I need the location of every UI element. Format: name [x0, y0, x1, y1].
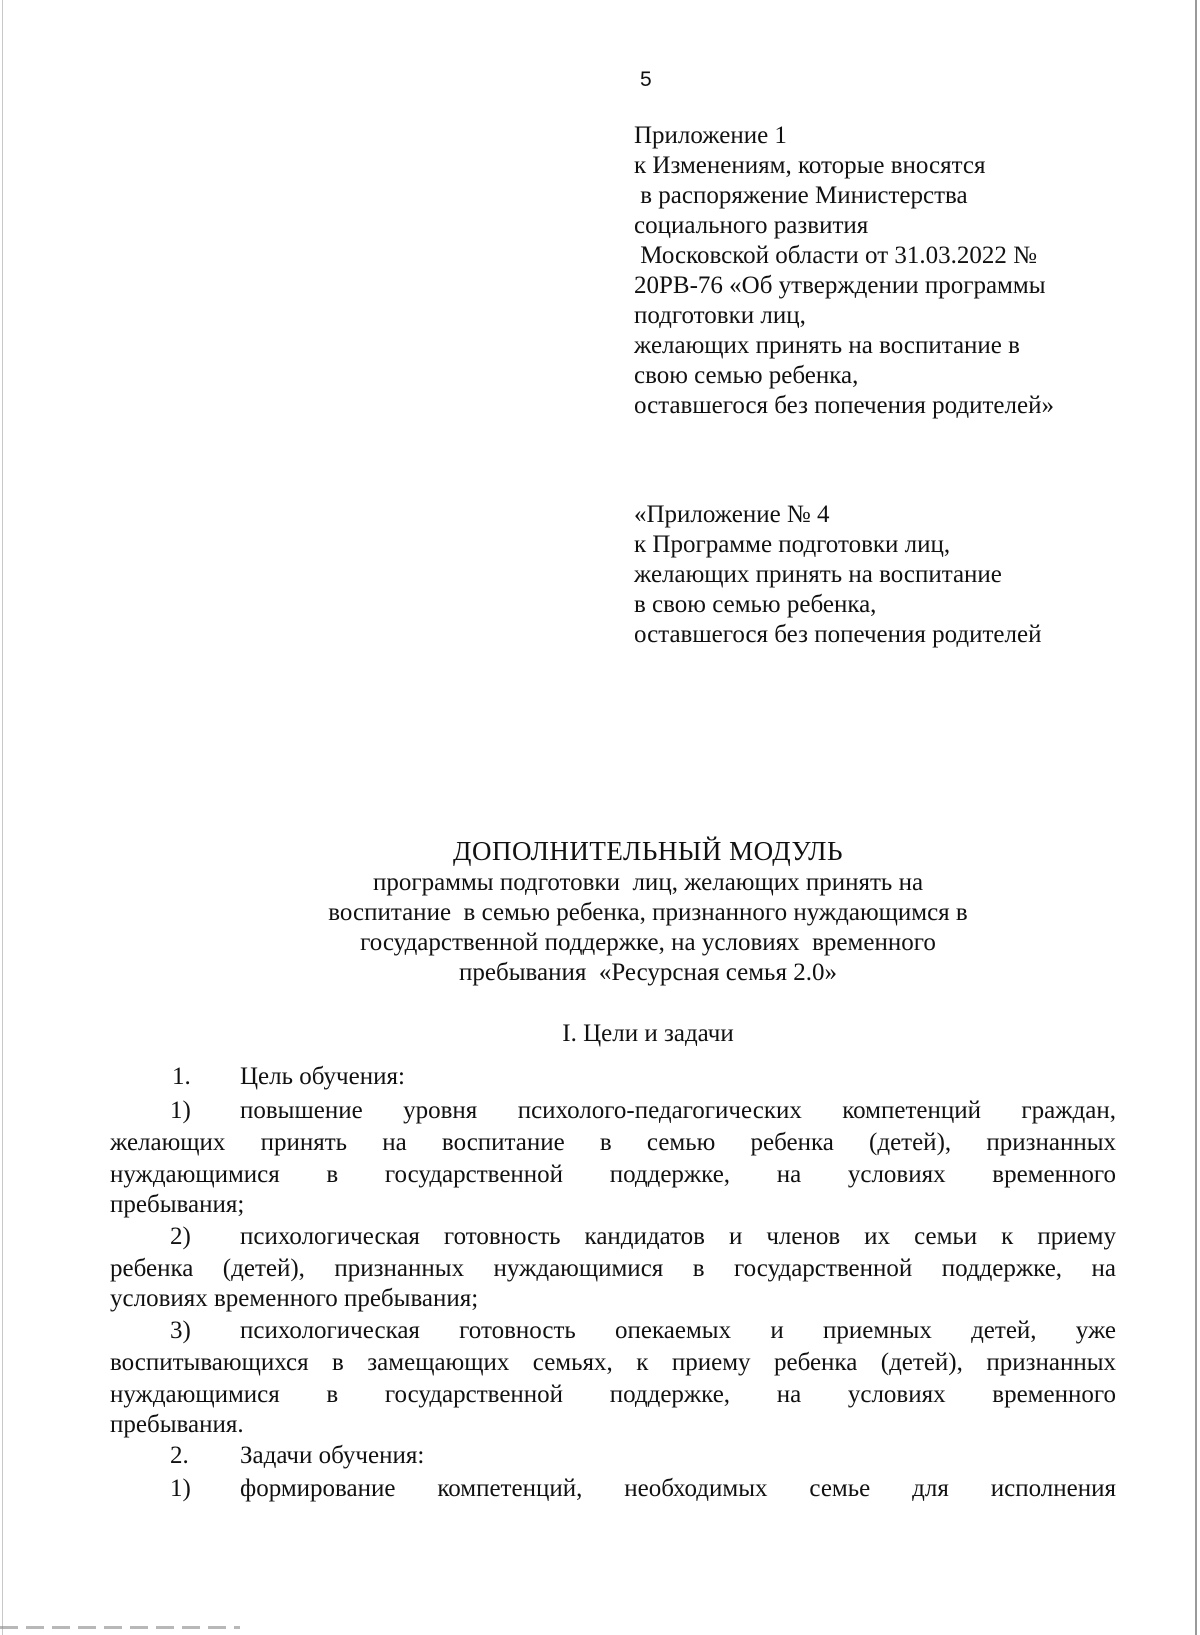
tasks-number: 2. [170, 1442, 189, 1469]
tasks-item-number: 1) [170, 1475, 191, 1502]
goal-item-number: 2) [170, 1223, 191, 1250]
appendix1-line: желающих принять на воспитание в [634, 332, 1020, 359]
goal-item-number: 1) [170, 1097, 191, 1124]
goal-item-line: воспитывающихся в замещающих семьях, к приему ребенка (детей), признанных [110, 1349, 1116, 1376]
goal-heading: Цель обучения: [240, 1063, 405, 1090]
appendix1-line: оставшегося без попечения родителей» [634, 392, 1054, 419]
goal-item-line: нуждающимися в государственной поддержке, на условиях временного [110, 1381, 1116, 1408]
appendix4-line: к Программе подготовки лиц, [634, 531, 951, 558]
appendix4-line: «Приложение № 4 [634, 501, 830, 528]
tasks-heading: Задачи обучения: [240, 1442, 425, 1469]
appendix1-line: Московской области от 31.03.2022 № [634, 242, 1037, 269]
goal-item-line: условиях временного пребывания; [110, 1285, 479, 1312]
appendix1-line: Приложение 1 [634, 122, 787, 149]
appendix4-line: оставшегося без попечения родителей [634, 621, 1042, 648]
appendix1-line: подготовки лиц, [634, 302, 806, 329]
goal-item-line: ребенка (детей), признанных нуждающимися в государственной поддержке, на [110, 1255, 1116, 1282]
goal-item-line: повышение уровня психолого-педагогических компетенций граждан, [240, 1097, 1116, 1124]
page-number: 5 [640, 68, 652, 91]
subtitle-line: пребывания «Ресурсная семья 2.0» [459, 959, 837, 986]
appendix4-line: в свою семью ребенка, [634, 591, 877, 618]
subtitle-line: воспитание в семью ребенка, признанного нуждающимся в [328, 899, 968, 926]
subtitle-line: программы подготовки лиц, желающих принять на [372, 869, 924, 896]
section-heading: I. Цели и задачи [562, 1020, 734, 1047]
appendix1-line: в распоряжение Министерства [634, 182, 968, 209]
goal-item-line: пребывания. [110, 1411, 244, 1438]
goal-number: 1. [172, 1063, 191, 1090]
scan-edge-left [2, 0, 3, 1635]
goal-item-number: 3) [170, 1317, 191, 1344]
appendix1-line: 20РВ-76 «Об утверждении программы [634, 272, 1046, 299]
scan-edge-right [1195, 0, 1197, 1635]
document-title: ДОПОЛНИТЕЛЬНЫЙ МОДУЛЬ [453, 836, 843, 866]
tasks-item-line: формирование компетенций, необходимых семье для исполнения [240, 1475, 1116, 1502]
goal-item-line: желающих принять на воспитание в семью ребенка (детей), признанных [110, 1129, 1116, 1156]
goal-item-line: психологическая готовность кандидатов и членов их семьи к приему [240, 1223, 1116, 1250]
appendix4-line: желающих принять на воспитание [634, 561, 1002, 588]
goal-item-line: нуждающимися в государственной поддержке, на условиях временного [110, 1161, 1116, 1188]
appendix1-line: к Изменениям, которые вносятся [634, 152, 986, 179]
goal-item-line: пребывания; [110, 1191, 245, 1218]
subtitle-line: государственной поддержке, на условиях временного [360, 929, 936, 956]
goal-item-line: психологическая готовность опекаемых и приемных детей, уже [240, 1317, 1116, 1344]
appendix1-line: социального развития [634, 212, 869, 239]
appendix1-line: свою семью ребенка, [634, 362, 859, 389]
scan-bottom-artifact [0, 1626, 240, 1629]
